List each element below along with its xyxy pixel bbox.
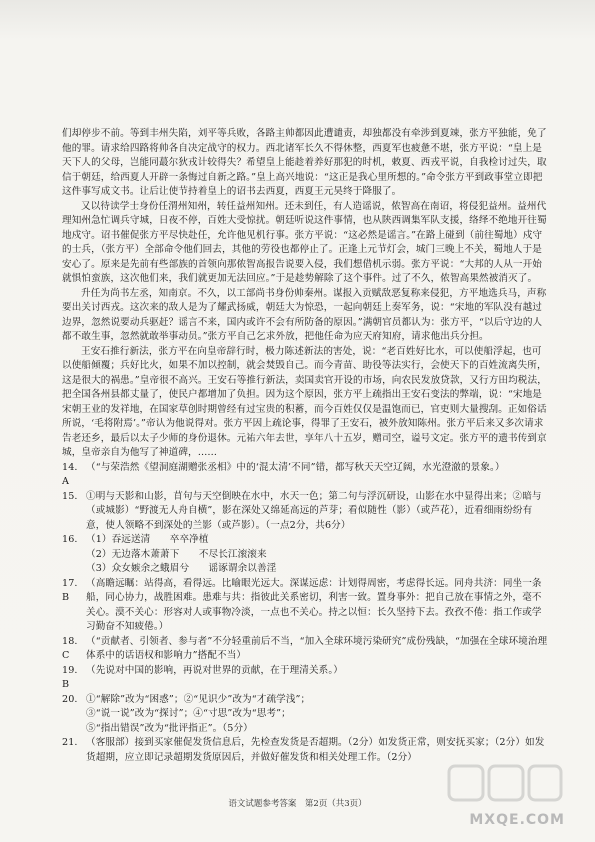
answer-item [62, 490, 548, 534]
answer-number [62, 548, 86, 563]
answer-number [62, 722, 86, 737]
watermark-text: MXQE.COM [469, 812, 565, 828]
answer-item [62, 548, 548, 563]
answer-number: 21. [62, 737, 78, 748]
answer-number [62, 562, 86, 577]
answer-number: 14. A [62, 461, 78, 487]
passage-paragraph: 王安石推行新法，张方平在向皇帝辞行时，极力陈述新法的害处，说：“老百姓好比水，可以使船浮起，也可以使船倾覆；兵好比火，如果不加以控制，就会焚毁自己。而今青苗、助役等法实行，会使天下的百姓流离失所，这是很大的祸患。”皇帝很不高兴。王安石等推行新法，卖国卖官开设的市场，向农民发放贷款，又行方田均税法，把全国各州县都丈量了，使民户都增加了负担。因为这个原因，张方平上疏指出王安石变法的弊端，说：“宋地是宋朝王业的发祥地，在国家草创时期曾经有过宝贵的积蓄，而今百姓仅仅是温饱而已，官吏则大量搜刮。正如俗话所说，‘毛将附焉’。”帝认为他说得对。张方平因上疏论事，得罪了王安石，被外放知陈州。张方平后来又多次请求告老还乡，最后以太子少师的身份退休。元祐六年去世，享年八十五岁，赠司空，谥号文定。张方平的遗书传到京城，皇帝亲自为他写了神道碑，…… [62, 345, 547, 458]
answer-text: ①“解除”改为“困惑”；②“见识少”改为“才疏学浅”； [86, 693, 311, 705]
answer-number: 20. [62, 693, 78, 705]
answer-number [62, 707, 86, 722]
answer-text: （1）吞远送清 卒卒净植 [86, 534, 209, 545]
answer-text: ⑤“指出错误”改为“批评指正”。（5分） [86, 722, 253, 734]
answer-item [62, 635, 548, 664]
answer-text: （3）众女嫉余之蛾眉兮 谣诼谓余以善淫 [86, 563, 277, 574]
answer-number: 15. [62, 490, 78, 502]
answer-text: （“与荣浩然《望洞庭湖赠张丞相》中的‘混太清’不同”错，都写秋天天空辽阔，水光澄澈的景象。） [86, 461, 505, 473]
answer-text: （客服部）接到买家催促发货信息后，先检查发货是否超期。（2分）如发货正常，则安抚买家；（2分）如发货超期，应立即记录超期发货原因后，并做好催发货和相关处理工作。（2分） [86, 737, 545, 763]
answer-item [62, 722, 548, 737]
answer-number: 18. C [62, 635, 78, 661]
answer-item [62, 693, 548, 708]
answer-number: 16. [62, 534, 78, 545]
answer-item [62, 461, 548, 490]
answer-text: ①明与天影和山影，苜句与天空倒映在水中，水天一色；第二句与浮沉研设，山影在水中显得出来；②暗与（或城影）“野渡无人舟自横”，影在深处又绵延高远的芦芽；看似随性（影）（或芦花），近看细雨纷纷有意，使人领略不到深处的兰影（或芦影）。（一点2分，共6分） [86, 490, 542, 531]
answer-item [62, 562, 548, 577]
answer-text: （先说对中国的影响，再说对世界的贡献，在于理清关系。） [86, 664, 343, 676]
answer-item [62, 533, 548, 548]
answer-item [62, 577, 548, 635]
passage-paragraph: 升任为尚书左丞，知南京。不久，以工部尚书身份帅秦州。谋报入贡赋敌恶复称来侵犯，方平地选兵马，声称要出关讨西戎。这次来的敌人是为了耀武扬威，朝廷大为惊恐，一起向朝廷上奏军务，说：“宋地的军队没有越过边界，忽然说要动兵驱赶？谣言不来，国内或许不会有所防备的原因。”满朝官员都认为：张方平，“以后守边的人都不敢生事，忽然就敢举事动员。”张方平自己乞求外放，把他任命为应天府知府，请求他出兵分担。 [62, 287, 547, 342]
passage-paragraph: 又以待读学士身份任渭州知州，转任益州知州。还未到任，有人造谣说，侬智高在南诏，将侵犯益州。益州代理知州急忙调兵守城，日夜不停，百姓大受惊扰。朝廷听说这件事情，也从陕西调集军队支援，络绎不绝地开往蜀地戍守。诏书催促张方平尽快赴任，允许他见机行事。张方平说：“这必然是谣言。”在路上碰到（前往蜀地）戍守的士兵，（张方平）全部命令他们回去，其他的劳役也都停止了。正逢上元节灯会，城门三晚上不关，蜀地人于是安心了。原来是先前有些部族的首领向那侬智高报告说要入侵，我们想借机示弱。张方平说：“大邦的人从一开始就惧怕蛮族，这次他们来，我们就更加无法回应。”于是趁势解除了这个事件。过了不久，侬智高果然被消灭了。 [62, 200, 547, 284]
answer-content [62, 127, 548, 765]
passage-paragraph: 们却停步不前。等到丰州失陷，刘平等兵败，各路主帅都因此遭谴责，却独都没有牵涉到夏竦，张方平独能，免了他的罪。请求给四路将帅各自决定战守的权力。西北诸军长久不得休整，西夏军也疲惫不堪，张方平说：“皇上是天下人的父母，岂能同蕞尔狄戎计较得失？希望皇上能趁着养好那犯的时机，敕夏、西戎平说，自我检讨过失，取信于朝廷，给西夏人开辟一条悔过自新之路。”皇上高兴地说：“这正是我心里所想的。”命令张方平到政事堂立即把这件事写成文书。让后让使节持着皇上的诏书去西夏，西夏王元昊终于降服了。 [62, 128, 547, 197]
answer-item [62, 664, 548, 693]
answer-text: （高瞻远瞩：站得高，看得远。比喻眼光远大。深谋远虑：计划得周密，考虑得长远。同舟共济：同坐一条船，同心协力，战胜困难。患难与共：指彼此关系密切，利害一致。置身事外：把自己放在事情之外，毫不关心。漠不关心：形容对人或事物冷淡，一点也不关心。持之以恒：长久坚持下去。孜孜不倦：指工作或学习勤奋不知疲倦。） [86, 577, 542, 632]
answer-text: （2）无边落木萧萧下 不尽长江滚滚来 [86, 548, 267, 560]
answer-number: 19. B [62, 664, 78, 690]
answer-text: ③“说一说”改为“探讨”；④“寸思”改为“思考”； [86, 708, 291, 719]
answer-number: 17. B [62, 577, 78, 603]
answer-text: （“贡献者、引领者、参与者”不分轻重前后不当，“加入全球环境污染研究”成份残缺，“加强在全球环境治理体系中的话语权和影响力”搭配不当） [86, 635, 548, 661]
answer-item [62, 707, 548, 722]
page-footer: 语文试题参考答案 第2页（共3页） [228, 799, 367, 809]
